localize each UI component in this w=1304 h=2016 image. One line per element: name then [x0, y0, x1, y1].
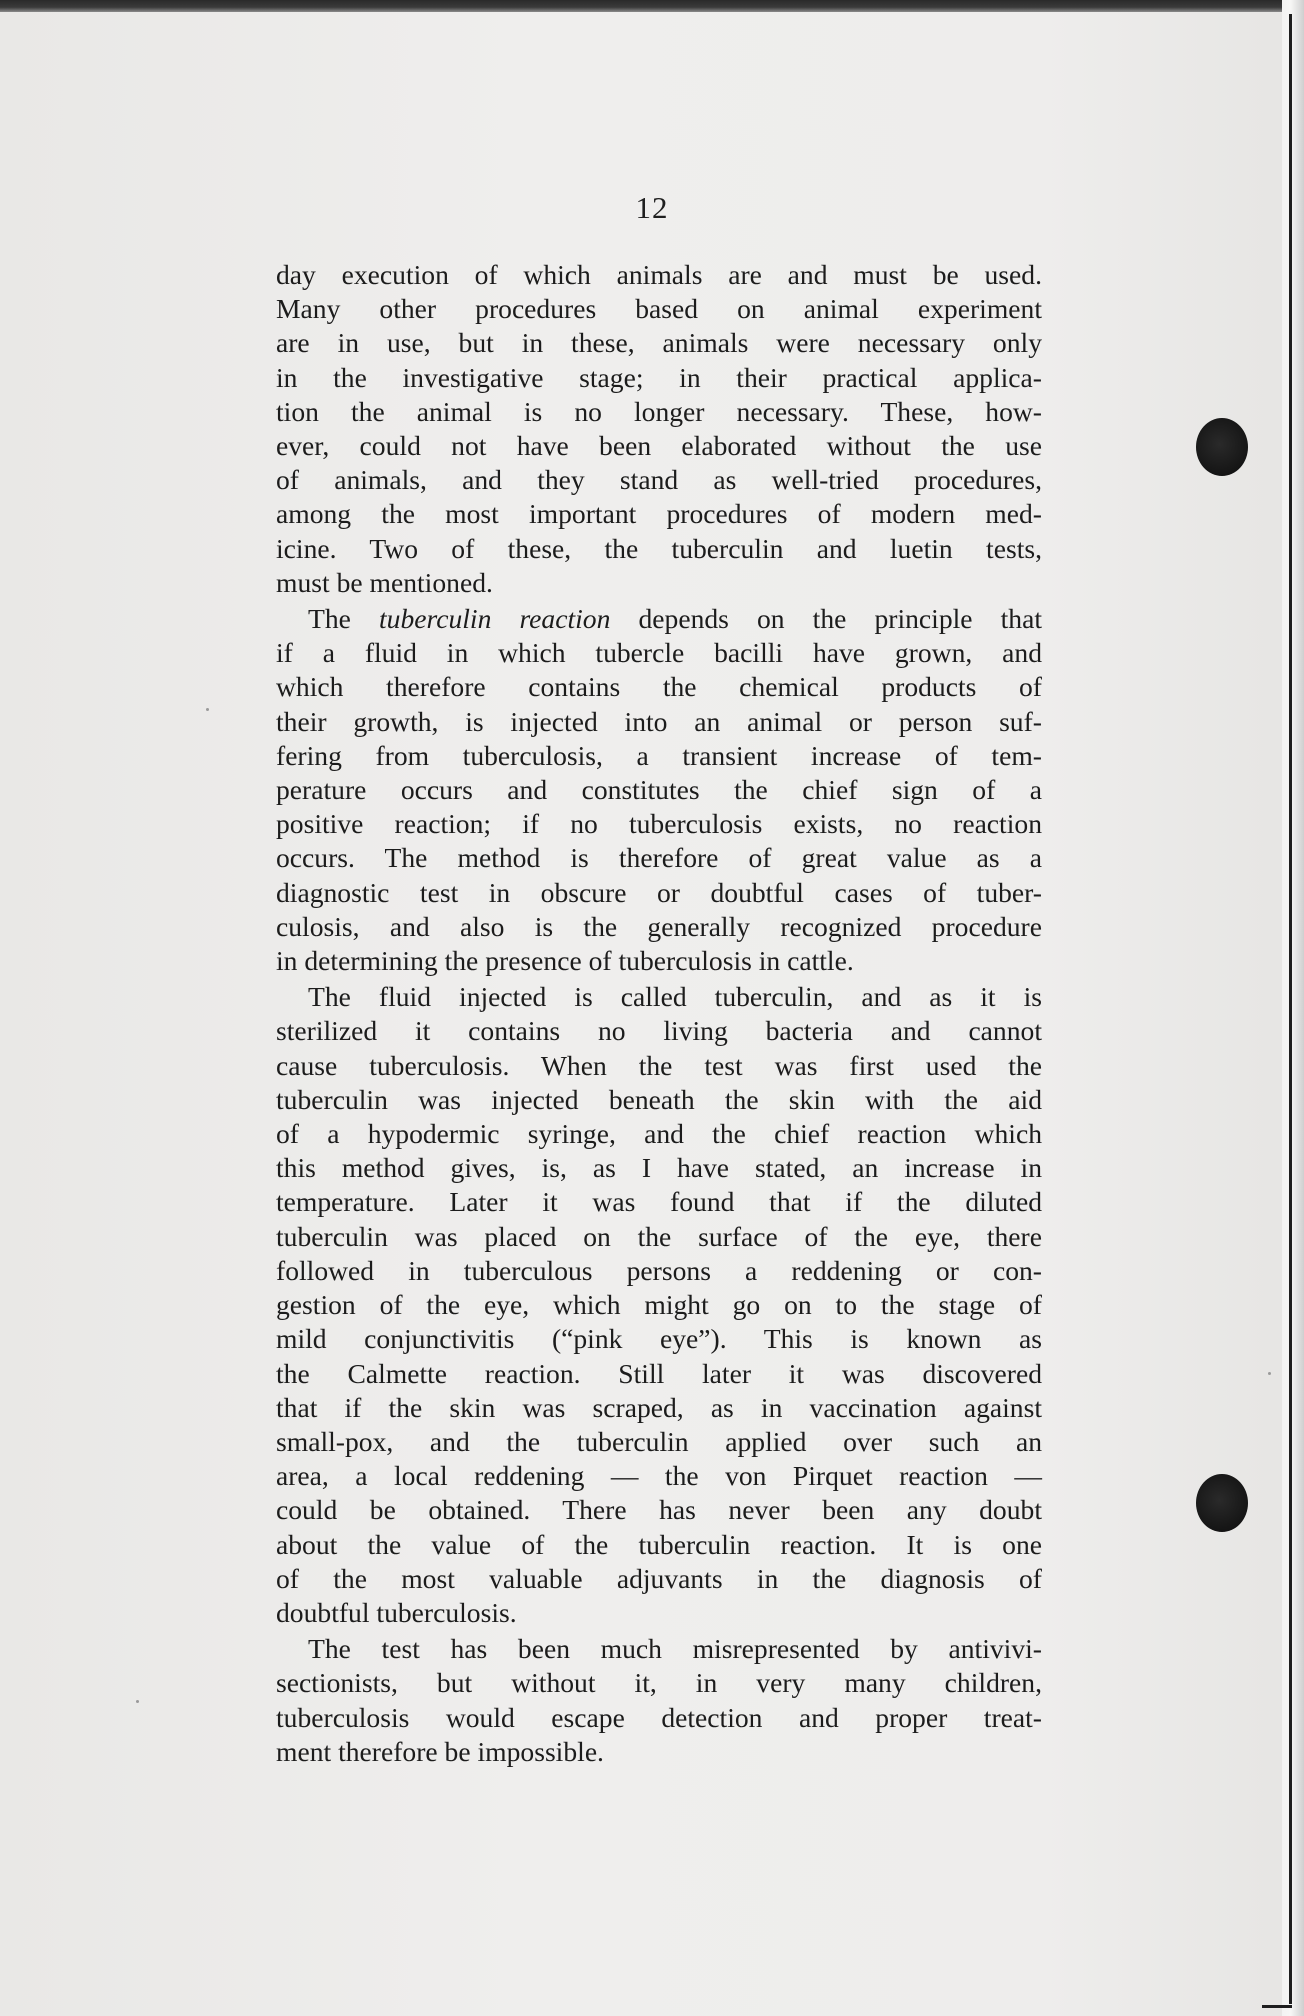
text-segment: in the investigative stage; in their practical applica-: [276, 361, 1042, 393]
text-line: [276, 1151, 1042, 1185]
text-segment: cause tuberculosis. When the test was first used the: [276, 1049, 1042, 1081]
scan-top-border: [0, 0, 1304, 12]
paragraph: [276, 980, 1042, 1630]
text-segment: The test has been much misrepresented by antivivi-: [308, 1633, 1042, 1665]
text-line: [276, 1083, 1042, 1117]
text-segment: if a fluid in which tubercle bacilli have grown, and: [276, 637, 1042, 669]
text-line: [276, 1562, 1042, 1596]
text-line: [276, 497, 1042, 531]
text-segment: that if the skin was scraped, as in vaccination against: [276, 1391, 1042, 1423]
text-line: [276, 463, 1042, 497]
text-line: [276, 258, 1042, 292]
text-segment: tuberculin was injected beneath the skin with the aid: [276, 1083, 1042, 1115]
text-line: [276, 395, 1042, 429]
text-segment: doubtful tuberculosis.: [276, 1596, 517, 1628]
text-line: [276, 1357, 1042, 1391]
text-line: [276, 1425, 1042, 1459]
text-segment: ever, could not have been elaborated without the use: [276, 430, 1042, 462]
text-segment: occurs. The method is therefore of great value as a: [276, 842, 1042, 874]
text-segment: culosis, and also is the generally recognized procedure: [276, 910, 1042, 942]
body-text: [276, 258, 1042, 1771]
text-line: [276, 1014, 1042, 1048]
text-segment: The fluid injected is called tuberculin, and as it is: [308, 981, 1042, 1013]
text-line: [276, 705, 1042, 739]
dust-speck: [136, 1700, 139, 1703]
text-segment: about the value of the tuberculin reaction. It is one: [276, 1528, 1042, 1560]
text-line: [276, 1049, 1042, 1083]
text-line: [276, 292, 1042, 326]
text-segment: mild conjunctivitis (“pink eye”). This is known as: [276, 1323, 1042, 1355]
text-line: [276, 1220, 1042, 1254]
text-segment: temperature. Later it was found that if the diluted: [276, 1186, 1042, 1218]
text-segment: of the most valuable adjuvants in the diagnosis of: [276, 1562, 1042, 1594]
text-line: [276, 944, 1042, 978]
dust-speck: [206, 708, 209, 711]
text-line: [276, 841, 1042, 875]
page-number: 12: [635, 190, 669, 225]
text-segment: could be obtained. There has never been any doubt: [276, 1494, 1042, 1526]
text-line: [276, 876, 1042, 910]
paragraph: [276, 258, 1042, 600]
text-line: [276, 980, 1042, 1014]
text-line: [276, 910, 1042, 944]
text-segment: among the most important procedures of modern med-: [276, 498, 1042, 530]
punch-hole-lower: [1196, 1474, 1248, 1532]
text-line: [276, 1666, 1042, 1700]
text-segment: which therefore contains the chemical products of: [276, 671, 1042, 703]
text-segment: The: [308, 603, 379, 635]
text-line: [276, 1391, 1042, 1425]
text-line: [276, 566, 1042, 600]
text-line: [276, 1493, 1042, 1527]
text-segment: diagnostic test in obscure or doubtful cases of tuber-: [276, 876, 1042, 908]
text-segment: this method gives, is, as I have stated, an increase in: [276, 1152, 1042, 1184]
emphasized-term: tuberculin reaction: [378, 603, 611, 635]
paragraph: [276, 1632, 1042, 1769]
text-line: [276, 1288, 1042, 1322]
text-segment: followed in tuberculous persons a reddening or con-: [276, 1254, 1042, 1286]
text-segment: day execution of which animals are and must be used.: [276, 259, 1042, 290]
text-segment: positive reaction; if no tuberculosis exists, no reaction: [276, 808, 1042, 840]
text-segment: their growth, is injected into an animal or person suf-: [276, 705, 1042, 737]
text-line: [276, 1528, 1042, 1562]
text-segment: sterilized it contains no living bacteria and cannot: [276, 1015, 1042, 1047]
text-segment: icine. Two of these, the tuberculin and luetin tests,: [276, 532, 1042, 564]
text-segment: Many other procedures based on animal experiment: [276, 293, 1042, 325]
text-segment: fering from tuberculosis, a transient increase of tem-: [276, 739, 1042, 771]
text-line: [276, 1596, 1042, 1630]
text-segment: sectionists, but without it, in very many children,: [276, 1667, 1042, 1699]
text-segment: must be mentioned.: [276, 566, 493, 598]
text-line: [276, 429, 1042, 463]
text-line: [276, 739, 1042, 773]
text-segment: area, a local reddening — the von Pirquet reaction —: [276, 1460, 1042, 1492]
text-line: [276, 1185, 1042, 1219]
text-line: [276, 773, 1042, 807]
binding-edge-line: [1289, 14, 1292, 2004]
text-segment: of a hypodermic syringe, and the chief reaction which: [276, 1118, 1042, 1150]
text-line: [276, 326, 1042, 360]
text-segment: tion the animal is no longer necessary. These, how-: [276, 395, 1042, 427]
text-segment: gestion of the eye, which might go on to the stage of: [276, 1289, 1042, 1321]
punch-hole-upper: [1196, 418, 1248, 476]
paragraph: [276, 602, 1042, 978]
text-line: [276, 1735, 1042, 1769]
text-line: [276, 636, 1042, 670]
dust-speck: [1268, 1372, 1271, 1375]
text-segment: depends on the principle that: [610, 603, 1042, 635]
text-segment: ment therefore be impossible.: [276, 1735, 604, 1767]
text-line: [276, 1701, 1042, 1735]
text-segment: perature occurs and constitutes the chief sign of a: [276, 774, 1042, 806]
text-line: [276, 1459, 1042, 1493]
text-line: [276, 670, 1042, 704]
text-line: [276, 807, 1042, 841]
text-line: [276, 1632, 1042, 1666]
text-segment: tuberculosis would escape detection and proper treat-: [276, 1701, 1042, 1733]
text-line: [276, 361, 1042, 395]
text-segment: in determining the presence of tuberculosis in cattle.: [276, 945, 854, 977]
text-line: [276, 1117, 1042, 1151]
scan-right-margin: [1282, 0, 1304, 2016]
text-segment: of animals, and they stand as well-tried procedures,: [276, 464, 1042, 496]
text-segment: the Calmette reaction. Still later it was discovered: [276, 1357, 1042, 1389]
text-segment: tuberculin was placed on the surface of the eye, there: [276, 1220, 1042, 1252]
text-segment: small-pox, and the tuberculin applied over such an: [276, 1425, 1042, 1457]
text-line: [276, 602, 1042, 636]
text-line: [276, 1322, 1042, 1356]
text-segment: are in use, but in these, animals were necessary only: [276, 327, 1042, 359]
text-line: [276, 1254, 1042, 1288]
text-line: [276, 532, 1042, 566]
bottom-corner-rule: [1262, 2005, 1292, 2008]
